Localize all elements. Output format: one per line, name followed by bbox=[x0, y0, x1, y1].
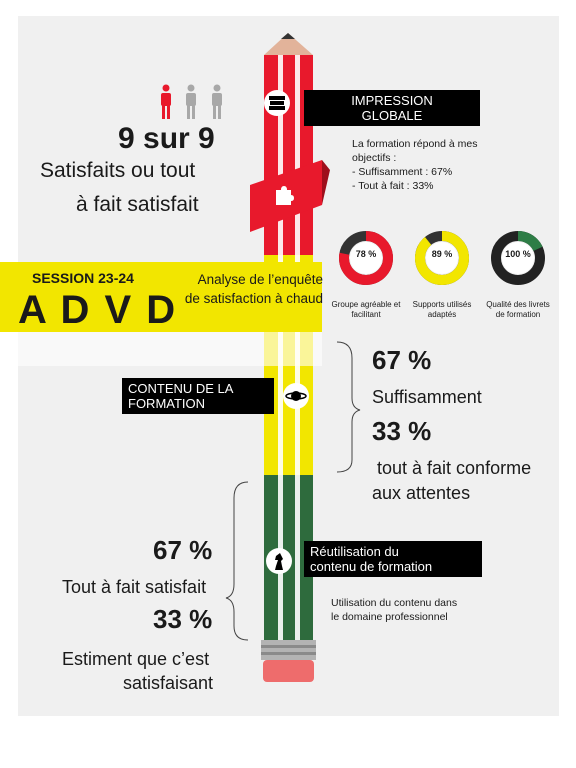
person-icon bbox=[161, 85, 171, 120]
contenu-pct2: 33 % bbox=[372, 416, 432, 446]
impression-desc-line1: La formation répond à mes bbox=[352, 138, 478, 150]
books-icon bbox=[268, 95, 286, 111]
donut-supports-label: Supports utilisés adaptés bbox=[412, 300, 472, 319]
session-analysis-line1: Analyse de l’enquête bbox=[197, 272, 323, 287]
session-label: SESSION 23-24 bbox=[32, 270, 134, 286]
puzzle-icon bbox=[272, 184, 294, 206]
session-analysis-line2: de satisfaction à chaud bbox=[184, 291, 323, 306]
donut-livrets-label: Qualité des livrets de formation bbox=[486, 300, 550, 319]
contenu-label1: Suffisamment bbox=[372, 387, 482, 407]
hero-line2: à fait satisfait bbox=[76, 193, 199, 216]
hero-count: 9 sur 9 bbox=[118, 122, 215, 155]
bracket-right bbox=[337, 342, 360, 472]
hero-line1: Satisfaits ou tout bbox=[40, 159, 196, 182]
reutilisation-title: Réutilisation du contenu de formation bbox=[304, 541, 482, 577]
reutilisation-desc-line2: le domaine professionnel bbox=[331, 611, 448, 623]
reutilisation-label1: Tout à fait satisfait bbox=[62, 577, 207, 597]
session-name: A D V D bbox=[18, 288, 178, 332]
impression-bullet2: - Tout à fait : 33% bbox=[352, 180, 434, 192]
donut-groupe-value: 78 % bbox=[355, 249, 377, 259]
person-icon bbox=[186, 85, 196, 120]
pencil-eraser bbox=[263, 660, 314, 682]
reutilisation-desc-line1: Utilisation du contenu dans bbox=[331, 597, 458, 609]
donut-groupe-label: Groupe agréable et facilitant bbox=[331, 300, 401, 319]
donut-livrets-value: 100 % bbox=[505, 249, 531, 259]
reutilisation-label2-line1: Estiment que c’est bbox=[62, 649, 210, 669]
contenu-title: CONTENU DE LA FORMATION bbox=[122, 378, 274, 414]
contenu-label2-line1: tout à fait conforme bbox=[377, 458, 532, 478]
people-icons bbox=[158, 84, 230, 122]
chess-knight-icon bbox=[272, 551, 286, 571]
contenu-pct1: 67 % bbox=[372, 345, 432, 375]
impression-title: IMPRESSION GLOBALE bbox=[304, 90, 480, 126]
donut-supports-value: 89 % bbox=[431, 249, 453, 259]
bracket-left bbox=[226, 482, 248, 640]
reutilisation-pct1: 67 % bbox=[153, 535, 213, 565]
pencil-lead bbox=[281, 33, 295, 39]
pencil-red-section bbox=[264, 55, 313, 255]
person-icon bbox=[212, 85, 222, 120]
contenu-label2-line2: aux attentes bbox=[372, 483, 471, 503]
pencil-ferrule bbox=[261, 640, 316, 660]
reutilisation-pct2: 33 % bbox=[153, 604, 213, 634]
reutilisation-label2-line2: satisfaisant bbox=[123, 673, 214, 693]
impression-bullet1: - Suffisamment : 67% bbox=[352, 166, 453, 178]
planet-icon bbox=[285, 387, 307, 405]
impression-desc-line2: objectifs : bbox=[352, 152, 397, 164]
